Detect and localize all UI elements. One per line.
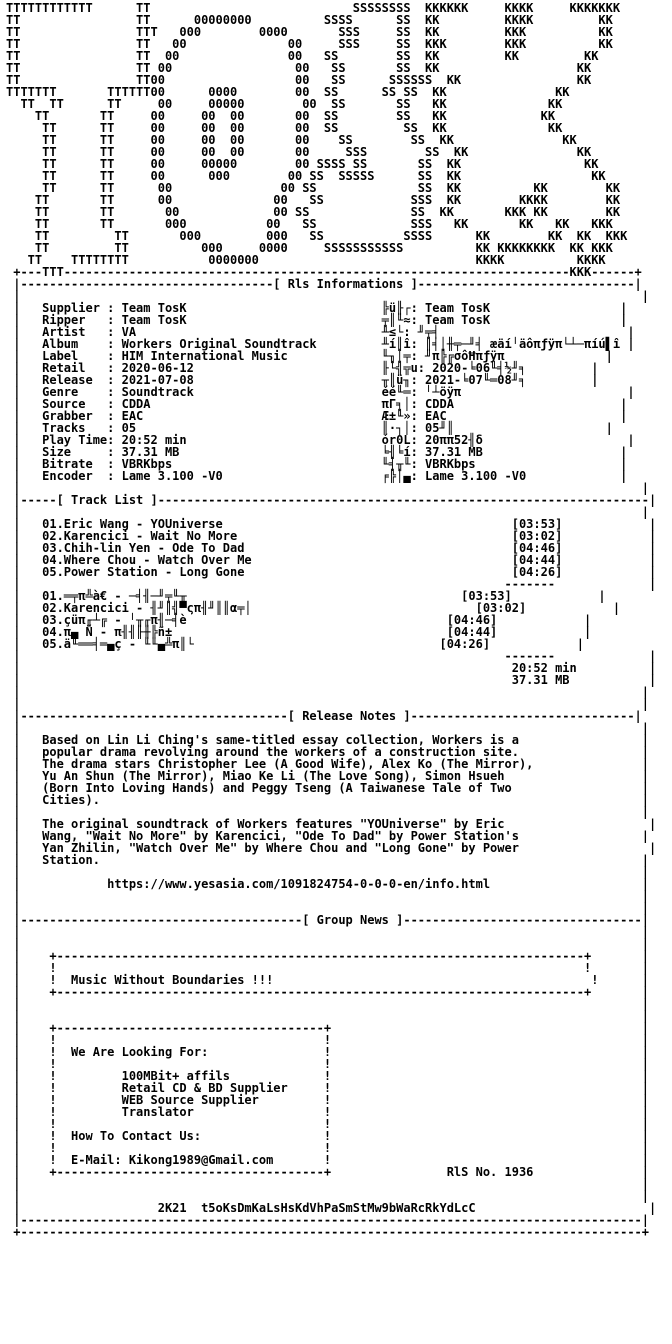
nfo-line: | Supplier : Team TosK ╠ü╟┌: Team TosK | [6, 301, 628, 315]
nfo-line: TT TT 00 00 00 00 SSS SS KK KK [6, 145, 592, 159]
nfo-line: | ! E-Mail: Kikong1989@Gmail.com ! | [6, 1153, 649, 1167]
nfo-line: | +-------------------------------------+ RlS No. 1936 | [6, 1165, 649, 1179]
nfo-line: TT TT 00 00 00 00 SS SS KK KK [6, 109, 556, 123]
nfo-line: | Play Time: 20:52 min ór0L: 20ππ52╢δ | [6, 433, 635, 447]
nfo-line: | | [6, 925, 649, 939]
nfo-line: | The drama stars Christopher Lee (A Good Wife), Alex Ko (The Mirror), | [6, 757, 649, 771]
nfo-line: | | [6, 1009, 649, 1023]
nfo-line: TT TT 00 00000 00 SSSS SS SS KK KK [6, 157, 599, 171]
nfo-line: TT TT 00 00 00 00 SS SS KK KK [6, 121, 563, 135]
nfo-line: | 04.Where Chou - Watch Over Me [04:44] | [6, 553, 657, 567]
nfo-line: | Artist : VA ╨≤└: ╜╤╡ | [6, 325, 635, 339]
nfo-line: | ------- | [6, 577, 657, 591]
nfo-line: | +-------------------------------------------------------------------------+ | [6, 985, 649, 999]
nfo-line: TT TT 00 00 SS SSS KK KKKK KK [6, 193, 621, 207]
nfo-line: |-----------------------------------[ Rls Informations ]------------------------------| [6, 277, 642, 291]
nfo-line: | Size : 37.31 MB ╘╢╘í: 37.31 MB | [6, 445, 628, 459]
nfo-line: | | [6, 805, 649, 819]
nfo-line: | | [6, 901, 649, 915]
nfo-line: | ! WEB Source Supplier ! | [6, 1093, 649, 1107]
nfo-line: | +-------------------------------------+ | [6, 1021, 649, 1035]
nfo-line: | ! Retail CD & BD Supplier ! | [6, 1081, 649, 1095]
nfo-line: | | [6, 997, 649, 1011]
nfo-line: | Grabber : EAC Æ±╙»: EAC | [6, 409, 628, 423]
nfo-line: | ! ! | [6, 1141, 649, 1155]
nfo-line: | ! ! | [6, 961, 649, 975]
nfo-line: | Tracks : 05 ║·┐│: 05╜║ | [6, 421, 613, 435]
nfo-line: | Release : 2021-07-08 ╥║ü╖: 2021-╘07╙═08╜╕ | [6, 373, 599, 387]
nfo-line: | (Born Into Loving Hands) and Peggy Tseng (A Taiwanese Tale of Two | [6, 781, 649, 795]
nfo-line: | ! How To Contact Us: ! | [6, 1129, 649, 1143]
nfo-line: | Bitrate : VBRKbps ╙╡╥╙: VBRKbps | [6, 457, 628, 471]
nfo-line: TT TT 00 00 SSS SS KKK KKK KK [6, 37, 613, 51]
nfo-line: TT TT 00 00 00 00 SS SS KK KK [6, 133, 577, 147]
nfo-line: TT TT 00 00 SS SS KK KK [6, 61, 592, 75]
nfo-line: | | [6, 1189, 649, 1203]
nfo-line: TTTTTTT TTTTTT00 0000 00 SS SS SS KK KK [6, 85, 570, 99]
nfo-line: | ! Music Without Boundaries !!! ! | [6, 973, 649, 987]
nfo-line: | Station. | [6, 853, 649, 867]
nfo-line: | ------- | [6, 649, 657, 663]
nfo-line: | 01.═╤π╩à€ - ─╡╢─╜╤╙╥ [03:53] | [6, 589, 606, 603]
nfo-line: | Cities). | [6, 793, 649, 807]
nfo-line: | | [6, 889, 649, 903]
nfo-line: | 04.π▄ Ñ - π╢╢╟╫╠ñ± [04:44] | [6, 625, 592, 639]
nfo-line: |-------------------------------------[ Release Notes ]-------------------------------| [6, 709, 642, 723]
nfo-line: +---TTT----------------------------------------------------------------------KKK------+ [6, 265, 642, 279]
nfo-line: | Genre : Soundtrack éé╙═: ╵┴öÿπ | [6, 385, 635, 399]
nfo-line: | ! We Are Looking For: ! | [6, 1045, 649, 1059]
nfo-line: | Source : CDDA πΓ╕│: CDDA | [6, 397, 628, 411]
nfo-line: TT TT 000 00 SS SSS KK KK KK KKK [6, 217, 613, 231]
nfo-line: | 03.çüπ╓┴╔ - ╵╥╓π╢─╡è [04:46] | [6, 613, 592, 627]
nfo-line: | | [6, 505, 649, 519]
nfo-line: | 20:52 min | [6, 661, 657, 675]
nfo-line: | ! ! | [6, 1057, 649, 1071]
nfo-line: |-----[ Track List ]--------------------------------------------------------------------| [6, 493, 657, 507]
nfo-line: | | [6, 937, 649, 951]
nfo-line: TT TTT 000 0000 SSS SS KK KKK KK [6, 25, 613, 39]
nfo-line: | | [6, 685, 649, 699]
nfo-line: | Based on Lin Li Ching's same-titled essay collection, Workers is a | [6, 733, 649, 747]
nfo-line: | 37.31 MB | [6, 673, 657, 687]
nfo-line: | 02.Karencici - ╢╜║╣▀ςπ╢╜║║α╤│ [03:02] | [6, 601, 621, 615]
nfo-line: +--------------------------------------------------------------------------------------+ [6, 1225, 649, 1239]
nfo-line: | 2K21 t5oKsDmKaLsHsKdVhPaSmStMw9bWaRcRkYdLcC | [6, 1201, 657, 1215]
nfo-line: TT TT 00000000 SSSS SS KK KKKK KK [6, 13, 613, 27]
nfo-line: TT TT 000 0000 SSSSSSSSSSS KK KKKKKKKK KK KKK [6, 241, 613, 255]
nfo-line: | ! ! | [6, 1117, 649, 1131]
nfo-line: | ! 100MBit+ affils ! | [6, 1069, 649, 1083]
nfo-line: | popular drama revolving around the workers of a construction site. | [6, 745, 649, 759]
nfo-line: TT TTTTTTTT 0000000 KKKK KKKK [6, 253, 606, 267]
nfo-line: TT TT 000 000 SS SSSS KK KK KK KKK [6, 229, 628, 243]
nfo-line: TT TT TT 00 00000 00 SS SS KK KK [6, 97, 563, 111]
nfo-line: | +-------------------------------------------------------------------------+ | [6, 949, 649, 963]
nfo-line: | https://www.yesasia.com/1091824754-0-0-0-en/info.html | [6, 877, 649, 891]
nfo-line: TT TT00 00 SS SSSSSS KK KK [6, 73, 592, 87]
nfo-line: | 02.Karencici - Wait No More [03:02] | [6, 529, 657, 543]
nfo-line: TT TT 00 000 00 SS SSSSS SS KK KK [6, 169, 606, 183]
nfo-line: |--------------------------------------------------------------------------------------| [6, 1213, 649, 1227]
nfo-line: | The original soundtrack of Workers features "YOUniverse" by Eric | [6, 817, 657, 831]
nfo-line: | Yan Zhilin, "Watch Over Me" by Where Chou and "Long Gone" by Power | [6, 841, 657, 855]
nfo-line: | Retail : 2020-06-12 ╟└╣╦u: 2020-╘06╙╡½╜╕ | [6, 361, 599, 375]
nfo-line: | Ripper : Team TosK ╤║╙≈: Team TosK | [6, 313, 628, 327]
nfo-line: TT TT 00 00 SS SS KK KK KK [6, 49, 599, 63]
nfo-line: | | [6, 697, 649, 711]
nfo-line: | 05.Power Station - Long Gone [04:26] | [6, 565, 657, 579]
nfo-line: | ! Translator ! | [6, 1105, 649, 1119]
nfo-line: |---------------------------------------[ Group News ]---------------------------------| [6, 913, 649, 927]
nfo-line: | Wang, "Wait No More" by Karencici, "Ode To Dad" by Power Station's | [6, 829, 649, 843]
nfo-line: | Album : Workers Original Soundtrack ╨í║î: ║╡│╫╤─╜╡ æäí╵äôπƒÿπ└┴─πíú▌î | [6, 337, 635, 351]
nfo-line: | ! ! | [6, 1033, 649, 1047]
nfo-line: TT TT 00 00 SS SS KK KKK KK KK [6, 205, 621, 219]
nfo-line: | Yu An Shun (The Mirror), Miao Ke Li (The Love Song), Simon Hsueh | [6, 769, 649, 783]
nfo-line: TTTTTTTTTTTT TT SSSSSSSS KKKKKK KKKK KKKKKKK [6, 1, 621, 15]
nfo-line: | | [6, 481, 649, 495]
nfo-line: | | [6, 289, 649, 303]
nfo-line: | Label : HIM International Music ╙╖│╤: ╜π╠╔σôĦπƒÿπ | [6, 349, 613, 363]
nfo-line: | | [6, 721, 649, 735]
nfo-line: TT TT 00 00 SS SS KK KK KK [6, 181, 621, 195]
nfo-line: | Encoder : Lame 3.100 -V0 ╒╠│▄: Lame 3.100 -V0 | [6, 469, 628, 483]
nfo-line: | | [6, 1177, 649, 1191]
nfo-line: | | [6, 865, 649, 879]
nfo-line: | 05.ä╙══╡═▄ç - ╙╙▄╩π║└ [04:26] | [6, 637, 584, 651]
nfo-line: | 03.Chih-lin Yen - Ode To Dad [04:46] | [6, 541, 657, 555]
nfo-line: | 01.Eric Wang - YOUniverse [03:53] | [6, 517, 657, 531]
